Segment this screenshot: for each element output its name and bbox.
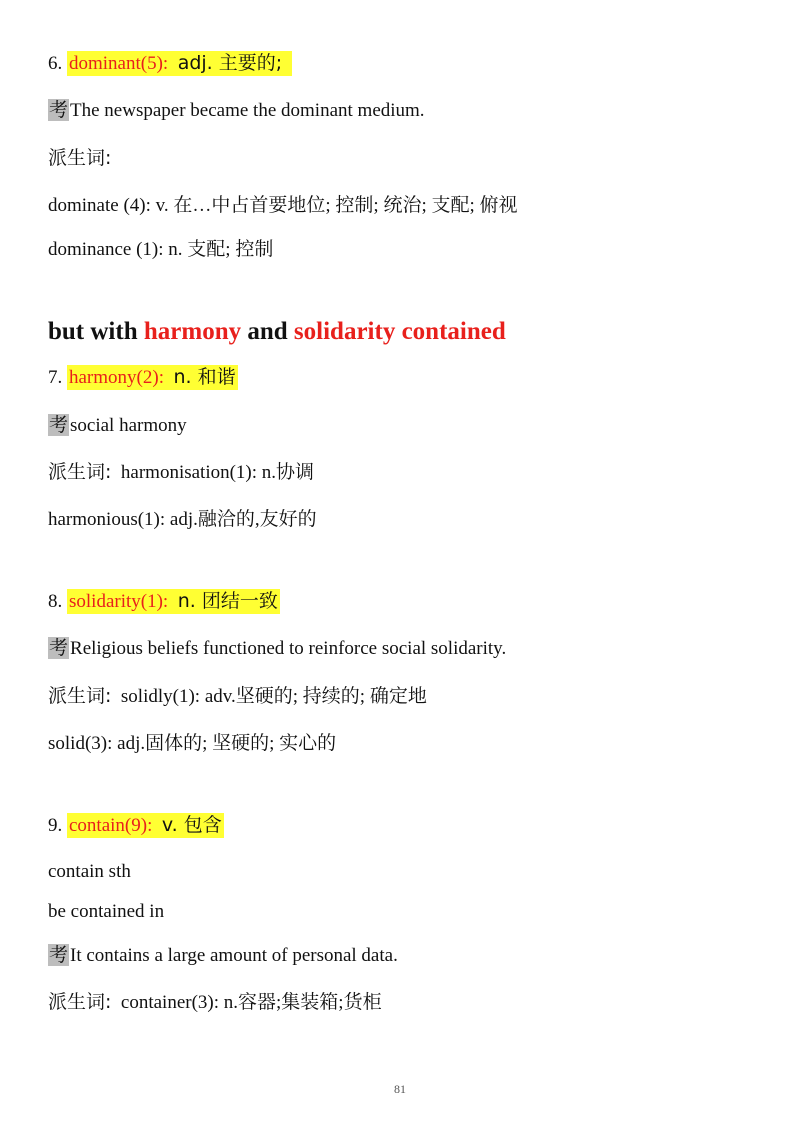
page-number: 81 [394,1082,406,1096]
highlighted-term [67,51,292,76]
derived-word: harmonisation(1): n.协调 [120,462,315,483]
heading-highlight: harmony [143,318,242,345]
entry-8-derived-1 [48,683,427,710]
definition: adj. 主要的; [177,52,283,74]
example-sentence: social harmony [70,415,187,436]
entry-9-phrase-1: contain sth [48,861,131,882]
section-heading [48,316,506,348]
derived-label: 派生词: [48,461,112,483]
entry-number: 9. [48,815,63,836]
entry-7-derived-1 [48,459,314,486]
heading-text: but with [48,318,144,345]
exam-mark: 考 [49,637,69,659]
headword: solidarity(1): [69,591,169,612]
entry-number: 8. [48,591,63,612]
derived-word: container(3): n.容器;集装箱;货柜 [120,992,382,1013]
entry-6-derived-label: 派生词: [48,147,112,169]
entry-8-headline [48,588,280,615]
entry-6-example [48,97,425,124]
exam-mark: 考 [49,414,69,436]
headword: contain(9): [69,815,153,836]
headword: harmony(2): [69,367,164,388]
entry-9-phrase-2: be contained in [48,901,165,922]
headword: dominant(5): [69,53,169,74]
entry-9-headline [48,812,224,839]
entry-6-headline [48,50,292,77]
definition: n. 团结一致 [177,590,278,612]
entry-number: 7. [48,367,63,388]
highlighted-term [67,365,238,390]
exam-mark: 考 [49,99,69,121]
entry-7-derived-2: harmonious(1): adj.融洽的,友好的 [48,509,317,530]
entry-8-example [48,635,506,662]
heading-text: and [241,318,294,345]
example-sentence: It contains a large amount of personal data. [70,945,398,966]
example-sentence: Religious beliefs functioned to reinforce social solidarity. [70,638,507,659]
definition: n. 和谐 [173,366,236,388]
heading-highlight: solidarity contained [293,318,506,345]
entry-9-derived-1 [48,989,382,1016]
definition: v. 包含 [161,814,222,836]
highlighted-term [67,589,280,614]
entry-8-derived-2: solid(3): adj.固体的; 坚硬的; 实心的 [48,733,337,754]
entry-6-derived-1: dominate (4): v. 在…中占首要地位; 控制; 统治; 支配; 俯视 [48,195,518,216]
entry-9-example [48,942,398,969]
example-sentence: The newspaper became the dominant medium. [70,100,425,121]
derived-label: 派生词: [48,991,112,1013]
highlighted-term [67,813,224,838]
entry-number: 6. [48,53,63,74]
derived-label: 派生词: [48,685,112,707]
entry-7-example [48,412,187,439]
derived-word: solidly(1): adv.坚硬的; 持续的; 确定地 [120,686,427,707]
exam-mark: 考 [49,944,69,966]
entry-7-headline [48,364,238,391]
entry-6-derived-2: dominance (1): n. 支配; 控制 [48,239,274,260]
